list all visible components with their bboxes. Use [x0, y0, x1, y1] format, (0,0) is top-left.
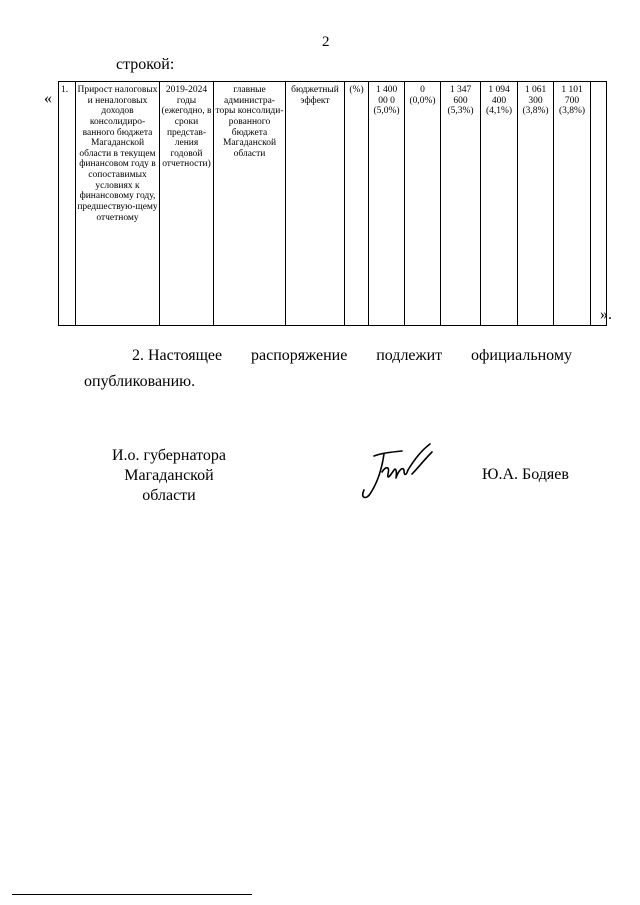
table-row [59, 82, 607, 326]
paragraph-word: подлежит [376, 347, 443, 364]
paragraph-line-2: опубликованию. [84, 373, 196, 390]
value-cell-2: 0 (0,0%) [405, 82, 441, 326]
footer-rule [12, 894, 252, 895]
opening-quote: « [44, 90, 52, 107]
paragraph-word: 2. Настоящее [132, 347, 223, 364]
period-cell: 2019-2024 годы (ежегодно, в сроки представ-ления годовой отчетности) [160, 82, 214, 326]
signatory-name: Ю.А. Бодяев [482, 466, 569, 483]
value-cell-4: 1 094 400 (4,1%) [481, 82, 518, 326]
signatory-title [96, 446, 242, 506]
value-cell-3: 1 347 600 (5,3%) [441, 82, 481, 326]
publication-paragraph [84, 343, 572, 395]
effect-cell: бюджетный эффект [286, 82, 345, 326]
value-cell-5: 1 061 300 (3,8%) [518, 82, 554, 326]
page-number: 2 [322, 34, 330, 50]
closing-quote: ». [600, 306, 612, 323]
signatory-title-line-1: И.о. губернатора [111, 447, 227, 464]
unit-cell: (%) [345, 82, 369, 326]
paragraph-word: распоряжение [251, 347, 348, 364]
responsible-cell: главные администра-торы консолиди-рованного бюджета Магаданской области [214, 82, 286, 326]
value-cell-7 [591, 82, 607, 326]
handwritten-signature [352, 440, 442, 504]
signatory-title-line-2: Магаданской области [124, 467, 214, 504]
value-cell-1: 1 400 00 0 (5,0%) [369, 82, 405, 326]
indicator-name-cell: Прирост налоговых и неналоговых доходов консолидиро-ванного бюджета Магаданской области в текущем финансовом году в сопоставимых условиях к финансовому году, предшествую-щему отчетному [76, 82, 160, 326]
value-cell-6: 1 101 700 (3,8%) [554, 82, 591, 326]
row-number: 1. [59, 82, 76, 326]
intro-text: строкой: [116, 56, 175, 73]
paragraph-word: официальному [471, 347, 572, 364]
indicator-table [58, 81, 607, 326]
